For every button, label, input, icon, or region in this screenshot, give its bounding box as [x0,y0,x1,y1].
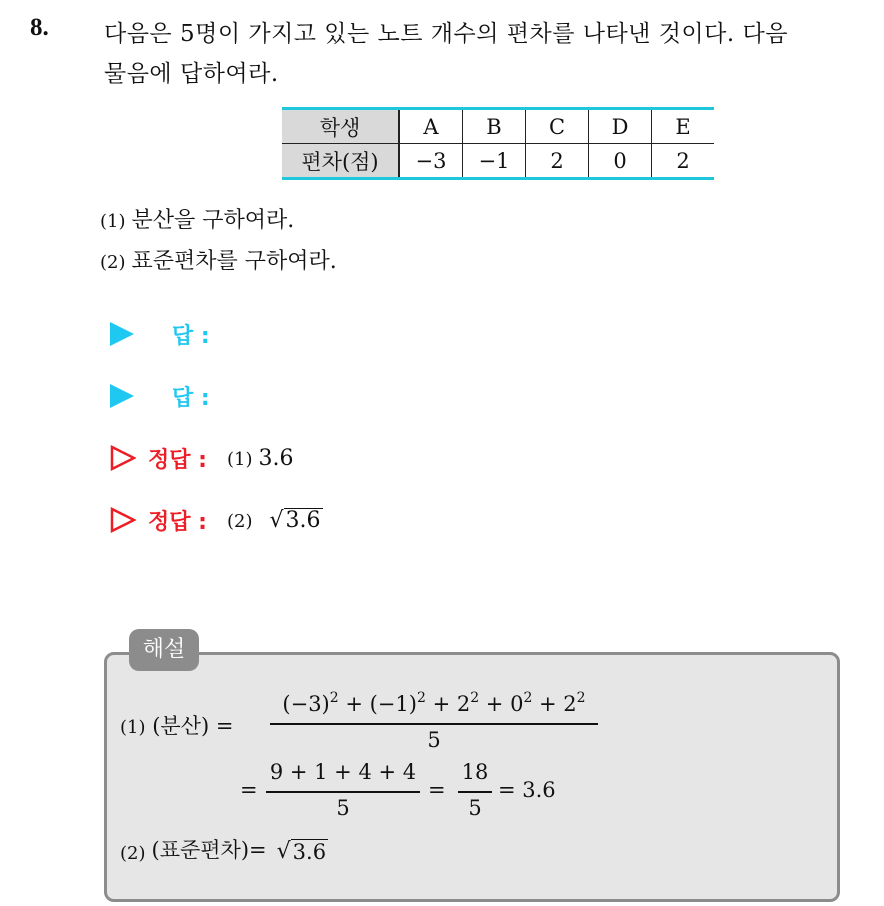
answer-label: 답 : [172,323,210,349]
student-cell: A [399,109,463,144]
numerator-exponent: 2 [329,690,339,706]
correct-answer-row-1 [110,440,293,476]
outline-triangle-icon [110,445,136,471]
answer-value: 3.6 [258,445,294,471]
question-text [104,14,874,94]
equals-sign: = [240,778,258,802]
deviation-cell: −1 [463,144,526,179]
sqrt-icon: √ [269,507,284,533]
outline-triangle-icon [110,507,136,533]
correct-answer-row-2 [110,502,323,538]
sub-question-number: (2) [100,252,126,273]
numerator-term: + 2 [425,692,471,716]
answer-label: 답 : [172,385,210,411]
table-header-row [282,109,714,144]
numerator-term: + (−1) [338,692,417,716]
answer-row-2 [110,378,210,414]
deviation-cell: 2 [652,144,715,179]
solution-line1-number: (1) [120,717,146,738]
sqrt-radicand: 3.6 [292,840,327,864]
table-row-label: 편차(점) [282,144,399,179]
solution-line2-frac2-denominator: 5 [468,796,482,820]
solution-line1-term: (분산) = [152,714,234,738]
solution-line2-result: = 3.6 [498,778,556,802]
solution-line3-term: (표준편차)= [151,838,267,862]
play-icon [110,322,134,346]
numerator-term: + 0 [479,692,524,716]
deviation-cell: 2 [526,144,589,179]
sqrt-expression [269,508,322,533]
solution-line1-denominator: 5 [427,728,441,752]
answer-number: (1) [226,448,253,470]
deviation-cell: −3 [415,148,447,173]
table-value-row [282,144,714,179]
numerator-exponent: 2 [576,690,586,706]
numerator-term: + 2 [532,692,577,716]
sub-question-text: 분산을 구하여라. [131,208,295,233]
student-cell: D [589,109,652,144]
fraction-bar [266,791,420,793]
table-header-label: 학생 [282,109,399,144]
sub-question-number: (1) [100,211,126,232]
numerator-exponent: 2 [416,690,426,706]
sqrt-radicand: 3.6 [285,507,321,533]
solution-tag: 해설 [129,629,199,671]
correct-label: 정답 : [148,509,207,535]
answer-number: (2) [226,510,253,532]
solution-line2-denominator: 5 [336,796,350,820]
correct-answer-value [227,446,294,471]
solution-line2-frac2-numerator: 18 [461,760,489,784]
deviation-table [282,107,714,180]
correct-answer-value [227,508,323,533]
sub-question-1 [100,203,294,234]
question-number: 8. [30,14,49,41]
correct-label: 정답 : [148,447,207,473]
student-cell: B [463,109,526,144]
sqrt-expression [277,839,328,864]
equals-sign: = [428,778,446,802]
play-icon [110,384,134,408]
deviation-cell: 0 [589,144,652,179]
student-cell: C [526,109,589,144]
solution-line3-number: (2) [120,843,146,864]
sqrt-icon: √ [276,839,291,864]
numerator-term: (−3) [282,692,330,716]
numerator-exponent: 2 [470,690,480,706]
fraction-bar [458,791,492,793]
student-cell: E [652,109,715,144]
question-text-line1: 다음은 5명이 가지고 있는 노트 개수의 편차를 나타낸 것이다. 다음 [104,21,788,47]
sub-question-text: 표준편차를 구하여라. [131,249,337,274]
sub-question-2 [100,244,337,275]
question-text-line2: 물음에 답하여라. [104,61,279,87]
fraction-bar [270,723,598,725]
solution-line1-label [120,710,233,740]
numerator-exponent: 2 [523,690,533,706]
solution-line1-numerator [272,690,596,716]
solution-line2-numerator: 9 + 1 + 4 + 4 [269,760,417,784]
answer-row-1 [110,316,210,352]
solution-line3 [120,834,328,864]
